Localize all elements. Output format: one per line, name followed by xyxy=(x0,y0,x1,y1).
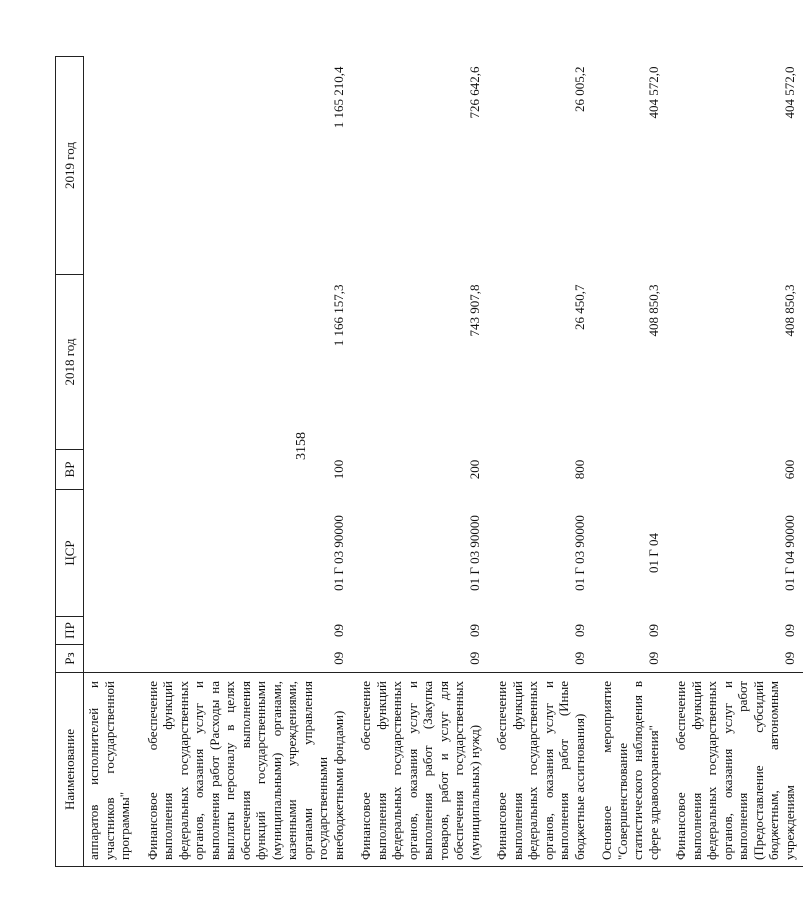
row-vr xyxy=(593,450,667,490)
row-2018: 408 850,3 xyxy=(781,284,797,337)
row-name: аппаратов исполнителей и участников государственной программы" xyxy=(84,673,139,867)
header-vr: ВР xyxy=(56,450,84,490)
header-rz: Рз xyxy=(56,645,84,673)
table-row xyxy=(667,57,803,867)
row-2018: 408 850,3 xyxy=(645,284,661,337)
row-csr: 01 Г 04 90000 xyxy=(781,515,797,591)
row-2019: 404 572,0 xyxy=(781,66,797,119)
row-2018: 743 907,8 xyxy=(466,284,482,337)
row-pr: 09 xyxy=(571,624,587,637)
row-pr: 09 xyxy=(645,624,661,637)
row-name: Основное мероприятие "Совершенствование статистического наблюдения в сфере здравоохранения" xyxy=(593,673,667,867)
budget-table xyxy=(55,56,803,867)
table-row xyxy=(488,57,593,867)
header-pr: ПР xyxy=(56,617,84,645)
row-rz: 09 xyxy=(571,651,587,665)
row-rz: 09 xyxy=(781,651,797,665)
row-name: Финансовое обеспечение выполнения функций федеральных государственных органов, оказания услуг и выполнения работ (Иные бюджетные ассигнования) xyxy=(488,673,593,867)
row-csr: 01 Г 03 90000 xyxy=(571,515,587,591)
row-vr: 100 xyxy=(330,459,346,480)
row-csr: 01 Г 03 90000 xyxy=(330,515,346,591)
header-row xyxy=(56,57,84,867)
row-rz xyxy=(84,645,139,673)
row-csr xyxy=(84,490,139,617)
row-pr: 09 xyxy=(466,624,482,637)
row-name: Финансовое обеспечение выполнения функций федеральных государственных органов, оказания услуг и выполнения работ (Предоставление субсидий бюджетным, автономным учреждениям xyxy=(667,673,803,867)
row-pr xyxy=(84,617,139,645)
rotated-page xyxy=(55,57,797,867)
row-vr: 600 xyxy=(781,459,797,480)
row-2018: 1 166 157,3 xyxy=(330,284,346,347)
header-name: Наименование xyxy=(56,673,84,867)
row-pr: 09 xyxy=(330,624,346,637)
row-vr: 200 xyxy=(466,459,482,480)
row-rz: 09 xyxy=(330,651,346,665)
row-vr: 800 xyxy=(571,459,587,480)
row-name: Финансовое обеспечение выполнения функций федеральных государственных органов, оказания услуг и выполнения работ (Расходы на выплаты персоналу в целях обеспечения выполнения функций государственными (муниципальными) органами, казенными учреждениями, органами управления государственными внебюджетными фондами) xyxy=(139,673,353,867)
row-2019: 1 165 210,4 xyxy=(330,66,346,129)
row-rz: 09 xyxy=(466,651,482,665)
table-row xyxy=(139,57,353,867)
row-vr xyxy=(84,450,139,490)
row-name: Финансовое обеспечение выполнения функций федеральных государственных органов, оказания услуг и выполнения работ (Закупка товаров, работ и услуг для обеспечения государственных (муниципальных) нужд) xyxy=(352,673,488,867)
row-2019: 26 005,2 xyxy=(571,66,587,112)
row-csr: 01 Г 03 90000 xyxy=(466,515,482,591)
header-2019: 2019 год xyxy=(56,57,84,275)
row-pr: 09 xyxy=(781,624,797,637)
page-number: 3158 xyxy=(294,432,309,460)
table-row xyxy=(352,57,488,867)
row-2019: 726 642,6 xyxy=(466,66,482,119)
row-2018: 26 450,7 xyxy=(571,284,587,330)
header-csr: ЦСР xyxy=(56,490,84,617)
table-row xyxy=(593,57,667,867)
row-2019 xyxy=(84,57,139,275)
header-2018: 2018 год xyxy=(56,275,84,450)
row-2019: 404 572,0 xyxy=(645,66,661,119)
row-csr: 01 Г 04 xyxy=(645,533,661,574)
table-row xyxy=(84,57,139,867)
row-rz: 09 xyxy=(645,651,661,665)
row-2018 xyxy=(84,275,139,450)
